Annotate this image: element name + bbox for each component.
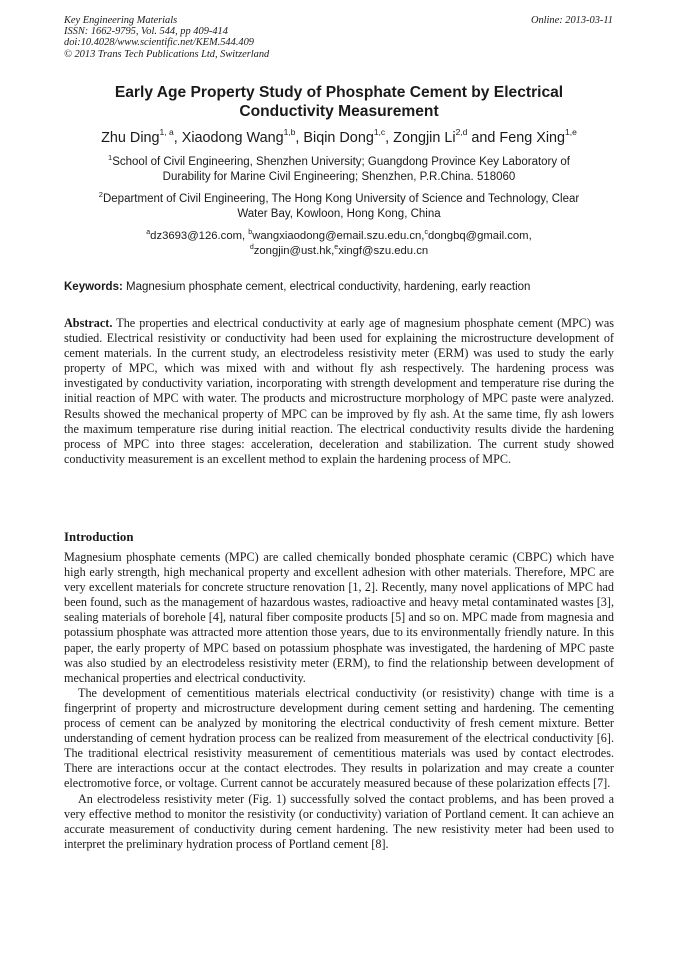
- email-sup: b: [248, 229, 253, 236]
- email-list: [58, 229, 620, 259]
- online-date: Online: 2013-03-11: [530, 15, 613, 26]
- email-sup: d: [249, 244, 254, 251]
- abstract-paragraph: [64, 316, 614, 467]
- intro-paragraph-3: An electrodeless resistivity meter (Fig. 1) successfully solved the contact problems, and has been proved a very effective method to monitor the resistivity (or conductivity) variation of Portland cement. It can achieve an accurate measurement of conductivity during cement hardening. The new resistivity meter had been used to interpret the preliminary hydration process of Portland cement [8].: [64, 791, 614, 851]
- abstract-text: The properties and electrical conductivity at early age of magnesium phosphate cement (MPC) was studied. Electrical resistivity or conductivity had been used for explaining the microstructure development of cement materials. In the current study, an electrodeless resistivity meter (ERM) was used to study the early property of MPC, which was mixed with and without fly ash respectively. The hardening process was investigated by conductivity variation, incorporating with strength development and temperature rise during the initial reaction of MPC with water. The products and microstructure morphology of MPC paste were analyzed. Results showed the mechanical property of MPC can be improved by fly ash. At the same time, fly ash lowers the maximum temperature rise during initial reaction. The electrical conductivity results divide the hardening process of MPC into three stages: acceleration, deceleration and stabilization. The current study showed conductivity measurement is an excellent method to explain the hardening process of MPC.: [64, 316, 614, 466]
- author-affil-sup: 1,c: [373, 127, 386, 137]
- keywords: [64, 280, 614, 294]
- email-line-1: [58, 229, 620, 244]
- email-a: dz3693@126.com,: [150, 230, 249, 242]
- affiliation-2: [58, 192, 620, 222]
- affiliation-2-line-1: [58, 192, 620, 207]
- keywords-text: Magnesium phosphate cement, electrical conductivity, hardening, early reaction: [122, 281, 531, 293]
- author-sep: ,: [385, 130, 394, 146]
- journal-name: Key Engineering Materials: [64, 15, 178, 26]
- affiliation-sup: 1: [108, 153, 113, 162]
- affiliation-sup: 2: [98, 190, 103, 199]
- affiliation-1: [58, 155, 620, 185]
- affiliation-1-line-1: [58, 155, 620, 170]
- author-affil-sup: 1,e: [565, 127, 577, 137]
- affiliation-2-line-2: Water Bay, Kowloon, Hong Kong, China: [237, 208, 441, 220]
- journal-header: [64, 15, 269, 60]
- title-line-2: Conductivity Measurement: [239, 103, 439, 120]
- affiliation-text: Department of Civil Engineering, The Hong Kong University of Science and Technology, Clear: [102, 193, 580, 205]
- author-list: [40, 129, 638, 147]
- affiliation-1-line-2: Durability for Marine Civil Engineering; Shenzhen, P.R.China. 518060: [162, 171, 516, 183]
- author-name: Feng Xing: [499, 130, 566, 146]
- author-name: Biqin Dong: [303, 130, 374, 146]
- email-line-2: [58, 244, 620, 259]
- author-affil-sup: 2,d: [455, 127, 468, 137]
- email-c: dongbq@gmail.com,: [427, 230, 532, 242]
- abstract-label: Abstract.: [64, 316, 113, 330]
- email-b: wangxiaodong@email.szu.edu.cn,: [252, 230, 425, 242]
- email-sup: c: [424, 229, 428, 236]
- section-heading-introduction: Introduction: [64, 530, 134, 544]
- author-name: Xiaodong Wang: [181, 130, 284, 146]
- doi-line: doi:10.4028/www.scientific.net/KEM.544.409: [64, 37, 254, 49]
- keywords-label: Keywords:: [64, 281, 123, 293]
- paper-title: [60, 83, 618, 121]
- author-sep: and: [467, 130, 500, 146]
- title-line-1: Early Age Property Study of Phosphate Cement by Electrical: [114, 84, 564, 101]
- issn-line: ISSN: 1662-9795, Vol. 544, pp 409-414: [64, 26, 228, 38]
- email-d: zongjin@ust.hk,: [253, 245, 335, 257]
- author-sep: ,: [173, 130, 182, 146]
- intro-paragraph-2: The development of cementitious materials electrical conductivity (or resistivity) change with time is a fingerprint of property and microstructure development during cement setting and hardening. The cementing process of cement can be analyzed by monitoring the electrical conductivity of fresh cement mixture. Better understanding of cement hydration process can be realized from measurement of the electrical conductivity [6]. The traditional electrical resistivity measurement of cementitious materials was used by contact electrodes. There are interactions occur at the contact electrodes. They results in polarization and may create a counter electromotive force, or voltage. Current cannot be accurately measured because of these polarization effects [7].: [64, 685, 614, 791]
- email-e: xingf@szu.edu.cn: [338, 245, 429, 257]
- author-sep: ,: [295, 130, 304, 146]
- copyright-line: © 2013 Trans Tech Publications Ltd, Switzerland: [64, 48, 270, 60]
- email-sup: e: [334, 244, 339, 251]
- intro-paragraph-1: Magnesium phosphate cements (MPC) are called chemically bonded phosphate ceramic (CBPC) which have high early strength, high mechanical property and excellent adhesion with other materials. Therefore, MPC are very excellent materials for concrete structure renovation [1, 2]. Recently, many novel applications of MPC had been found, such as the management of hazardous wastes, radioactive and heavy metal contaminated wastes [3], sealing materials of borehole [4], natural fiber composite products [5] and so on. MPC made from magnesia and potassium phosphate was attracted more attention those years, due to its environmentally friendly nature. In this paper, the early property of MPC based on potassium phosphate was investigated, the hardening of MPC paste was also studied by an electrodeless resistivity meter (ERM), to find the relationship between development of mechanical properties and electrical conductivity.: [64, 550, 614, 685]
- introduction-body: [64, 550, 614, 852]
- affiliation-text: School of Civil Engineering, Shenzhen University; Guangdong Province Key Laboratory of: [112, 156, 570, 168]
- abstract: [64, 316, 614, 467]
- author-affil-sup: 1, a: [159, 127, 174, 137]
- author-name: Zongjin Li: [393, 130, 456, 146]
- email-sup: a: [146, 229, 151, 236]
- author-name: Zhu Ding: [101, 130, 160, 146]
- author-affil-sup: 1,b: [283, 127, 296, 137]
